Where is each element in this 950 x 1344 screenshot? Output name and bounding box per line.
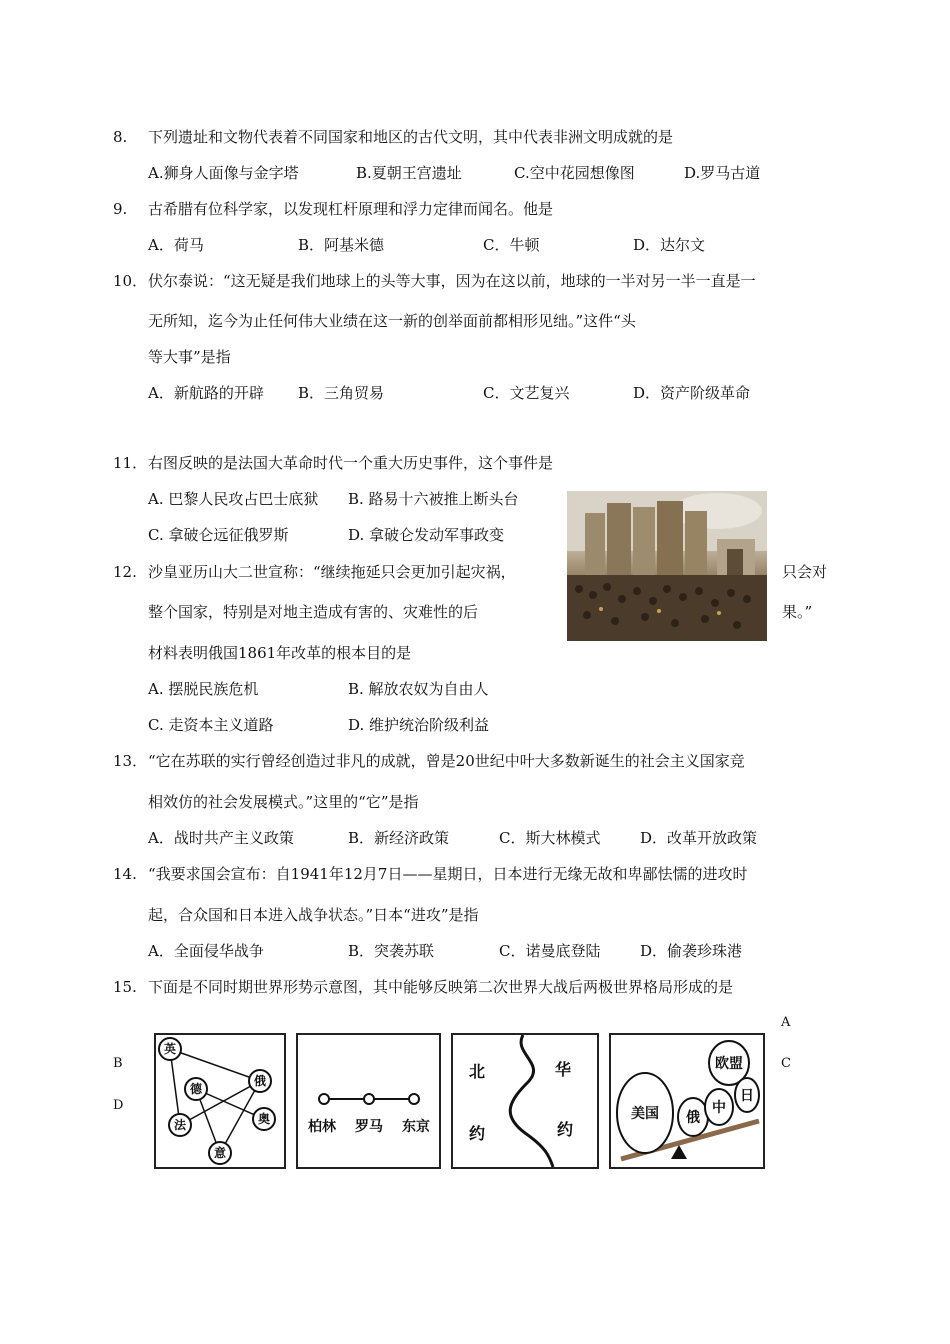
label-japan: 日 — [740, 1088, 754, 1104]
q13-number: 13． — [113, 752, 148, 770]
q10-stem: 伏尔泰说：“这无疑是我们地球上的头等大事，因为在这以前，地球的一半对另一半一直是一 — [148, 272, 756, 290]
q12-line-2-tail: 果。” — [782, 603, 813, 621]
q13-option-d: D．改革开放政策 — [640, 829, 758, 847]
q8-stem: 下列遗址和文物代表着不同国家和地区的古代文明，其中代表非洲文明成就的是 — [148, 128, 674, 146]
q14-number: 14. — [113, 865, 137, 883]
q11-option-c: C. 拿破仑远征俄罗斯 — [148, 526, 289, 544]
q12-line-3: 材料表明俄国1861年改革的根本目的是 — [148, 644, 412, 662]
q12-stem-tail: 只会对 — [782, 563, 828, 581]
q9-number: 9. — [113, 200, 128, 218]
label-rome: 罗马 — [355, 1119, 383, 1135]
label-north: 北 — [468, 1062, 486, 1081]
q14-option-b: B．突袭苏联 — [348, 942, 435, 960]
q10-line-2: 无所知，迄今为止任何伟大业绩在这一新的创举面前都相形见绌。”这件“头 — [148, 312, 636, 330]
q11-stem: 右图反映的是法国大革命时代一个重大历史事件，这个事件是 — [148, 454, 554, 472]
q8-option-b: B.夏朝王宫遗址 — [356, 164, 462, 182]
q12-line-2: 整个国家，特别是对地主造成有害的、灾难性的后 — [148, 603, 479, 621]
label-russia: 俄 — [686, 1110, 700, 1126]
q12-option-b: B. 解放农奴为自由人 — [348, 680, 489, 698]
q14-line-2: 起，合众国和日本进入战争状态。”日本“进攻”是指 — [148, 906, 479, 924]
q15-stem: 下面是不同时期世界形势示意图，其中能够反映第二次世界大战后两极世界格局形成的是 — [148, 978, 734, 996]
diagram-alliance-network — [154, 1033, 286, 1169]
q9-option-d: D．达尔文 — [633, 236, 706, 254]
label-usa: 美国 — [631, 1106, 659, 1122]
label-yue-left: 约 — [468, 1124, 486, 1143]
label-berlin: 柏林 — [308, 1119, 336, 1135]
q8-option-a: A.狮身人面像与金字塔 — [148, 164, 299, 182]
q10-line-3: 等大事”是指 — [148, 348, 231, 366]
figure-letter-b: B — [113, 1056, 123, 1071]
q10-option-b: B．三角贸易 — [298, 384, 385, 402]
q14-option-a: A．全面侵华战争 — [148, 942, 264, 960]
q11-option-b: B. 路易十六被推上断头台 — [348, 490, 519, 508]
q9-option-c: C．牛顿 — [483, 236, 540, 254]
label-eu: 欧盟 — [715, 1056, 743, 1072]
storming-of-bastille-picture — [567, 491, 767, 641]
q12-option-c: C. 走资本主义道路 — [148, 716, 274, 734]
node-germany: 德 — [189, 1082, 203, 1096]
q10-option-c: C．文艺复兴 — [483, 384, 570, 402]
q9-option-a: A．荷马 — [148, 236, 204, 254]
q10-option-a: A．新航路的开辟 — [148, 384, 264, 402]
label-yue-right: 约 — [556, 1120, 574, 1139]
q13-option-a: A．战时共产主义政策 — [148, 829, 294, 847]
q12-option-a: A. 摆脱民族危机 — [148, 680, 259, 698]
q8-option-c: C.空中花园想像图 — [514, 164, 635, 182]
node-italy: 意 — [213, 1146, 227, 1160]
diagram-multipolar-balance — [609, 1033, 765, 1169]
q11-option-d: D. 拿破仑发动军事政变 — [348, 526, 505, 544]
node-austria: 奥 — [257, 1112, 271, 1126]
q9-option-b: B．阿基米德 — [298, 236, 385, 254]
q13-option-b: B．新经济政策 — [348, 829, 450, 847]
q12-stem: 沙皇亚历山大二世宣称：“继续拖延只会更加引起灾祸， — [148, 563, 516, 581]
node-britain: 英 — [163, 1042, 177, 1056]
q10-number: 10． — [113, 272, 148, 290]
q12-option-d: D. 维护统治阶级利益 — [348, 716, 490, 734]
q14-option-d: D．偷袭珍珠港 — [640, 942, 743, 960]
q14-option-c: C．诺曼底登陆 — [499, 942, 601, 960]
node-france: 法 — [173, 1118, 187, 1132]
q8-option-d: D.罗马古道 — [684, 164, 761, 182]
q13-line-2: 相效仿的社会发展模式。”这里的“它”是指 — [148, 793, 419, 811]
q12-number: 12. — [113, 563, 137, 581]
diagram-nato-warsaw — [451, 1033, 599, 1169]
diagram-axis-powers — [296, 1033, 441, 1169]
q11-number: 11． — [113, 454, 148, 472]
q10-option-d: D．资产阶级革命 — [633, 384, 751, 402]
q15-number: 15. — [113, 978, 137, 996]
figure-letter-c: C — [781, 1056, 791, 1071]
figure-letter-d: D — [113, 1098, 124, 1113]
q8-number: 8. — [113, 128, 128, 146]
q14-stem: “我要求国会宣布：自1941年12月7日——星期日，日本进行无缘无故和卑鄙怯懦的进攻时 — [148, 865, 748, 883]
q11-option-a: A. 巴黎人民攻占巴士底狱 — [148, 490, 319, 508]
q13-option-c: C．斯大林模式 — [499, 829, 601, 847]
node-russia: 俄 — [253, 1074, 267, 1088]
figure-letter-a: A — [781, 1015, 791, 1030]
label-tokyo: 东京 — [402, 1119, 430, 1135]
label-china: 中 — [712, 1100, 726, 1116]
q13-stem: “它在苏联的实行曾经创造过非凡的成就，曾是20世纪中叶大多数新诞生的社会主义国家竞 — [148, 752, 745, 770]
label-hua: 华 — [554, 1060, 572, 1079]
q9-stem: 古希腊有位科学家，以发现杠杆原理和浮力定律而闻名。他是 — [148, 200, 554, 218]
